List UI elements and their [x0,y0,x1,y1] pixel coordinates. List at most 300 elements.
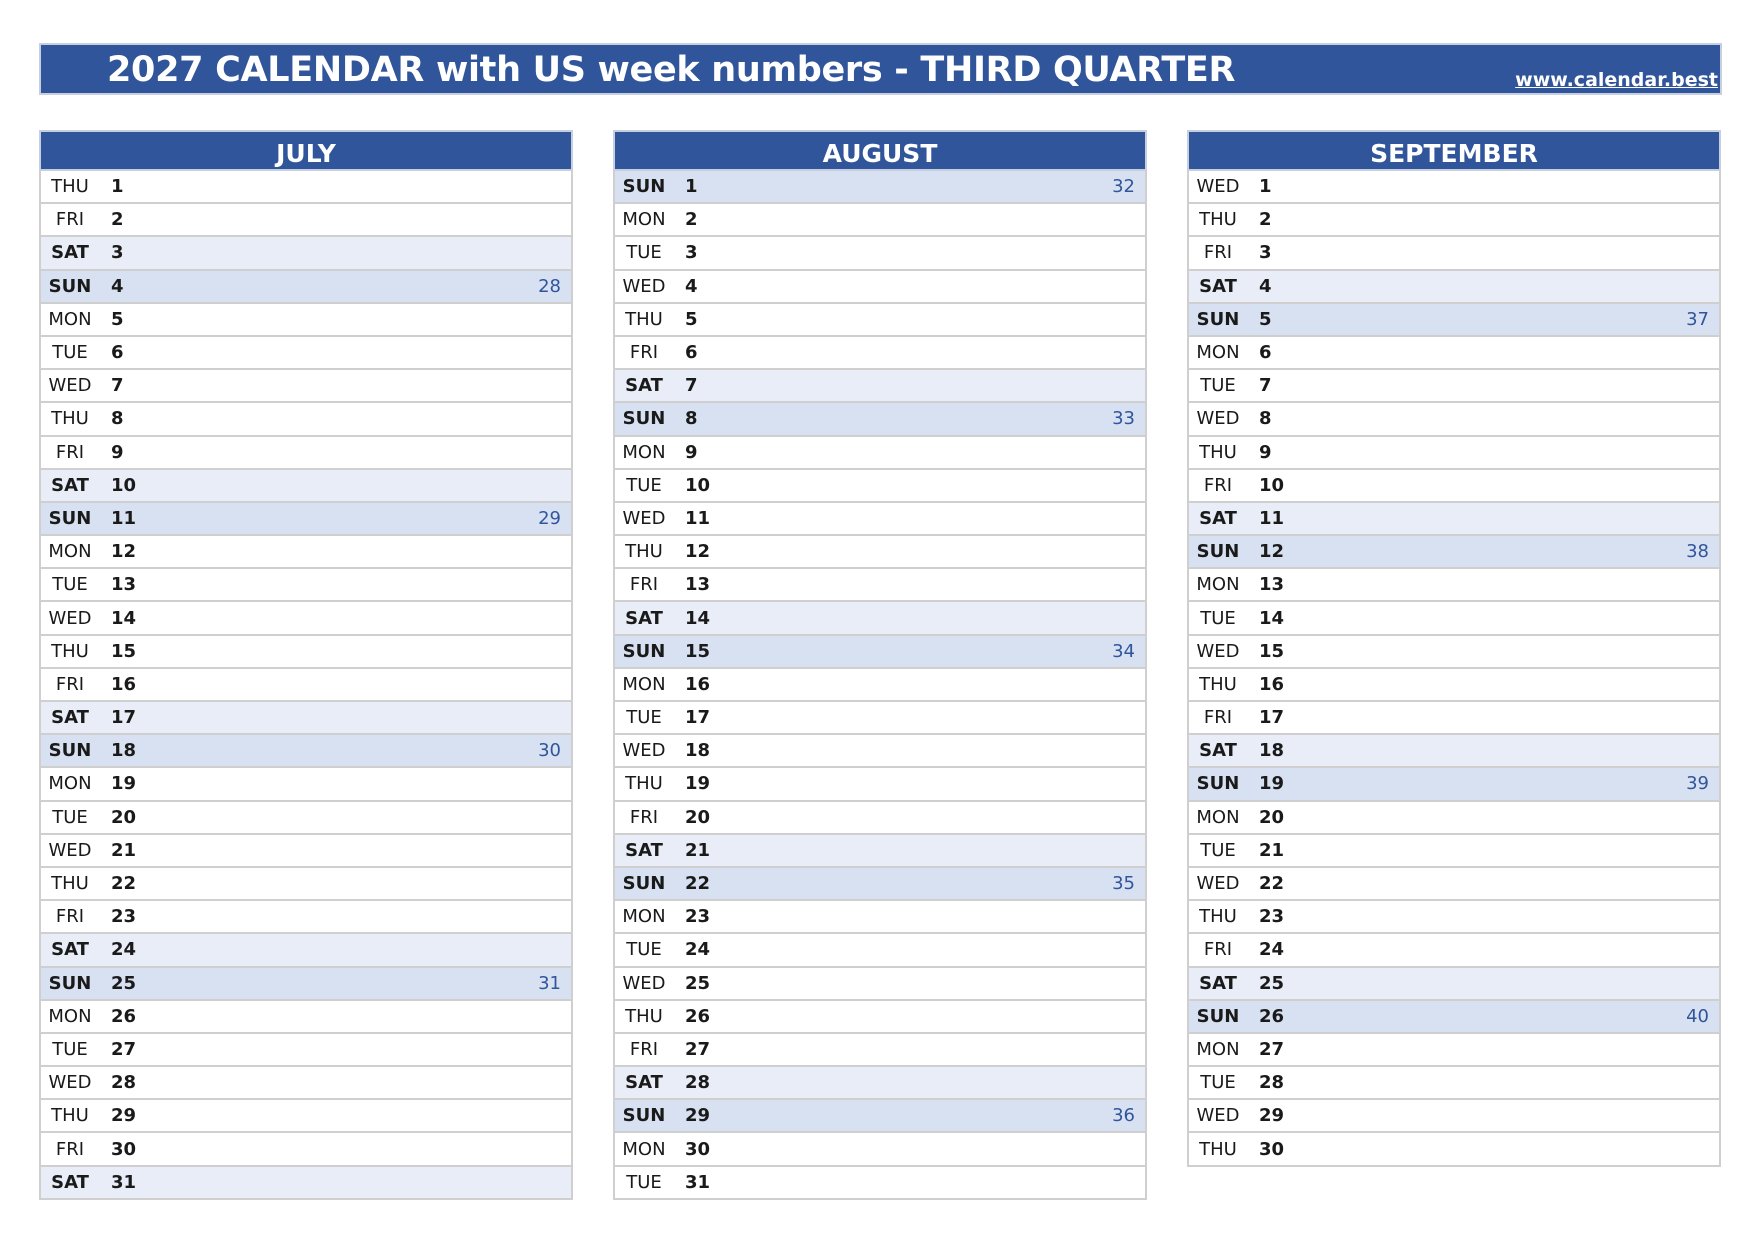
day-row [1189,1100,1719,1133]
day-number: 6 [1259,342,1272,364]
weekday-label: MON [48,773,92,795]
weekday-label: WED [48,839,92,861]
day-number: 27 [111,1038,137,1060]
day-number: 15 [1259,640,1285,662]
day-row [41,669,571,702]
weekday-label: MON [622,906,666,928]
weekday-label: FRI [629,1038,659,1060]
day-number: 31 [111,1171,137,1193]
month-august [613,130,1147,1200]
day-row [615,1001,1145,1034]
day-number: 28 [685,1072,711,1094]
day-row [41,1067,571,1100]
day-row [1189,802,1719,835]
day-row [1189,768,1719,801]
week-number: 34 [1112,640,1135,662]
day-number: 10 [685,474,711,496]
day-row [615,403,1145,436]
day-number: 1 [685,176,698,198]
weekday-label: TUE [1200,607,1236,629]
day-number: 29 [1259,1105,1285,1127]
day-number: 13 [111,574,137,596]
day-row [1189,702,1719,735]
weekday-label: WED [1196,873,1240,895]
weekday-label: THU [1199,906,1237,928]
weekday-label: SAT [51,939,89,961]
weekday-label: SAT [51,707,89,729]
day-number: 21 [111,839,137,861]
day-number: 11 [111,507,137,529]
day-number: 26 [685,1005,711,1027]
day-number: 19 [111,773,137,795]
weekday-label: SAT [51,1171,89,1193]
weekday-label: MON [622,441,666,463]
day-number: 6 [111,342,124,364]
day-row [615,901,1145,934]
weekday-label: MON [1196,342,1240,364]
day-number: 30 [685,1138,711,1160]
day-row [41,171,571,204]
day-number: 17 [111,707,137,729]
day-number: 30 [1259,1138,1285,1160]
day-number: 28 [111,1072,137,1094]
day-number: 24 [1259,939,1285,961]
weekday-label: MON [1196,574,1240,596]
weekday-label: THU [625,773,663,795]
day-number: 3 [111,242,124,264]
day-number: 5 [685,308,698,330]
day-row [1189,470,1719,503]
week-number: 39 [1686,773,1709,795]
day-row [615,437,1145,470]
weekday-label: SUN [1196,1005,1240,1027]
day-row [615,968,1145,1001]
weekday-label: THU [1199,1138,1237,1160]
day-row [615,1067,1145,1100]
week-number: 38 [1686,541,1709,563]
page-title: 2027 CALENDAR with US week numbers - THIRD QUARTER [107,50,1236,90]
day-row [41,370,571,403]
weekday-label: SUN [1196,773,1240,795]
day-row [615,171,1145,204]
weekday-label: SUN [622,1105,666,1127]
weekday-label: WED [1196,1105,1240,1127]
week-number: 32 [1112,176,1135,198]
day-row [41,602,571,635]
day-number: 14 [1259,607,1285,629]
weekday-label: SAT [1199,740,1237,762]
weekday-label: FRI [55,209,85,231]
weekday-label: TUE [52,1038,88,1060]
day-number: 21 [685,839,711,861]
day-row [1189,437,1719,470]
day-row [615,702,1145,735]
day-row [41,437,571,470]
day-number: 22 [111,873,137,895]
weekday-label: TUE [1200,1072,1236,1094]
day-row [615,536,1145,569]
weekday-label: SAT [625,839,663,861]
day-row [1189,271,1719,304]
day-row [41,835,571,868]
day-number: 10 [111,474,137,496]
day-row [41,403,571,436]
day-number: 12 [111,541,137,563]
weekday-label: WED [622,972,666,994]
day-number: 7 [685,375,698,397]
day-row [1189,171,1719,204]
day-number: 28 [1259,1072,1285,1094]
day-row [615,802,1145,835]
weekday-label: WED [48,375,92,397]
day-number: 27 [685,1038,711,1060]
weekday-label: FRI [55,673,85,695]
weekday-label: MON [48,1005,92,1027]
day-row [1189,968,1719,1001]
month-header: AUGUST [613,130,1147,171]
weekday-label: WED [622,275,666,297]
weekday-label: THU [51,640,89,662]
day-row [41,1167,571,1200]
day-number: 6 [685,342,698,364]
day-row [41,536,571,569]
day-number: 24 [685,939,711,961]
day-number: 13 [685,574,711,596]
day-row [41,470,571,503]
day-row [1189,901,1719,934]
weekday-label: SUN [622,873,666,895]
day-number: 30 [111,1138,137,1160]
weekday-label: TUE [52,806,88,828]
weekday-label: SAT [625,1072,663,1094]
day-number: 31 [685,1171,711,1193]
day-number: 18 [685,740,711,762]
weekday-label: FRI [629,342,659,364]
weekday-label: THU [51,1105,89,1127]
day-row [615,1133,1145,1166]
day-number: 17 [1259,707,1285,729]
day-number: 12 [685,541,711,563]
weekday-label: SUN [48,972,92,994]
day-number: 19 [1259,773,1285,795]
day-number: 13 [1259,574,1285,596]
weekday-label: MON [48,308,92,330]
weekday-label: THU [625,541,663,563]
day-number: 16 [111,673,137,695]
weekday-label: MON [622,209,666,231]
day-row [1189,237,1719,270]
day-row [1189,204,1719,237]
weekday-label: SUN [622,640,666,662]
day-number: 23 [1259,906,1285,928]
weekday-label: MON [48,541,92,563]
weekday-label: SUN [1196,308,1240,330]
day-number: 4 [111,275,124,297]
day-number: 22 [685,873,711,895]
weekday-label: TUE [52,574,88,596]
day-number: 23 [685,906,711,928]
weekday-label: WED [1196,408,1240,430]
day-number: 24 [111,939,137,961]
weekday-label: WED [622,507,666,529]
weekday-label: MON [622,1138,666,1160]
day-number: 14 [685,607,711,629]
day-number: 5 [111,308,124,330]
weekday-label: SAT [1199,507,1237,529]
week-number: 31 [538,972,561,994]
day-number: 11 [1259,507,1285,529]
day-row [41,735,571,768]
week-number: 28 [538,275,561,297]
day-row [615,768,1145,801]
day-row [615,1034,1145,1067]
weekday-label: THU [51,408,89,430]
day-number: 8 [685,408,698,430]
month-header: SEPTEMBER [1187,130,1721,171]
day-number: 18 [111,740,137,762]
weekday-label: WED [48,1072,92,1094]
day-number: 18 [1259,740,1285,762]
day-row [615,868,1145,901]
day-row [1189,536,1719,569]
day-number: 14 [111,607,137,629]
day-list [613,171,1147,1200]
day-list [1187,171,1721,1167]
day-row [41,1001,571,1034]
weekday-label: TUE [626,939,662,961]
day-row [615,669,1145,702]
weekday-label: FRI [629,806,659,828]
day-number: 1 [1259,176,1272,198]
day-row [615,271,1145,304]
weekday-label: THU [625,1005,663,1027]
weekday-label: MON [1196,1038,1240,1060]
day-number: 11 [685,507,711,529]
day-row [41,901,571,934]
day-number: 19 [685,773,711,795]
day-number: 3 [685,242,698,264]
weekday-label: TUE [52,342,88,364]
day-row [1189,669,1719,702]
day-row [615,204,1145,237]
day-number: 26 [1259,1005,1285,1027]
weekday-label: THU [51,176,89,198]
day-row [615,835,1145,868]
weekday-label: FRI [1203,707,1233,729]
weekday-label: FRI [55,906,85,928]
day-number: 20 [111,806,137,828]
weekday-label: SUN [48,507,92,529]
weekday-label: TUE [1200,839,1236,861]
weekday-label: WED [48,607,92,629]
day-number: 9 [685,441,698,463]
day-row [1189,934,1719,967]
day-row [1189,569,1719,602]
day-row [615,934,1145,967]
day-row [615,569,1145,602]
day-row [615,237,1145,270]
week-number: 33 [1112,408,1135,430]
day-number: 2 [111,209,124,231]
day-number: 4 [1259,275,1272,297]
day-number: 2 [685,209,698,231]
day-row [615,602,1145,635]
day-row [615,503,1145,536]
weekday-label: SUN [48,740,92,762]
day-row [41,702,571,735]
weekday-label: MON [1196,806,1240,828]
day-number: 22 [1259,873,1285,895]
weekday-label: TUE [626,242,662,264]
weekday-label: THU [1199,441,1237,463]
week-number: 29 [538,507,561,529]
day-number: 29 [685,1105,711,1127]
weekday-label: SUN [1196,541,1240,563]
day-number: 20 [685,806,711,828]
day-row [1189,1001,1719,1034]
day-number: 26 [111,1005,137,1027]
day-number: 25 [111,972,137,994]
weekday-label: THU [1199,673,1237,695]
day-number: 12 [1259,541,1285,563]
weekday-label: SAT [1199,972,1237,994]
weekday-label: TUE [626,474,662,496]
day-row [1189,304,1719,337]
day-row [1189,1067,1719,1100]
day-number: 8 [1259,408,1272,430]
day-row [1189,636,1719,669]
weekday-label: THU [625,308,663,330]
day-row [615,735,1145,768]
day-number: 29 [111,1105,137,1127]
weekday-label: SAT [625,375,663,397]
day-row [615,1100,1145,1133]
weekday-label: SAT [51,474,89,496]
weekday-label: TUE [1200,375,1236,397]
day-row [41,1100,571,1133]
day-row [1189,503,1719,536]
weekday-label: SUN [622,176,666,198]
day-row [615,636,1145,669]
day-number: 20 [1259,806,1285,828]
weekday-label: TUE [626,707,662,729]
day-row [41,304,571,337]
day-number: 7 [1259,375,1272,397]
weekday-label: THU [1199,209,1237,231]
day-row [615,370,1145,403]
day-number: 5 [1259,308,1272,330]
day-row [41,934,571,967]
day-number: 7 [111,375,124,397]
day-number: 17 [685,707,711,729]
day-list [39,171,573,1200]
day-number: 16 [1259,673,1285,695]
day-number: 21 [1259,839,1285,861]
day-row [41,237,571,270]
day-number: 9 [111,441,124,463]
weekday-label: WED [1196,176,1240,198]
day-number: 25 [685,972,711,994]
weekday-label: THU [51,873,89,895]
day-number: 8 [111,408,124,430]
month-july [39,130,573,1200]
day-row [1189,835,1719,868]
day-row [615,1167,1145,1200]
day-row [615,337,1145,370]
day-row [41,337,571,370]
weekday-label: FRI [55,441,85,463]
day-row [41,503,571,536]
day-row [41,204,571,237]
week-number: 30 [538,740,561,762]
week-number: 37 [1686,308,1709,330]
day-row [41,271,571,304]
day-number: 15 [111,640,137,662]
day-number: 16 [685,673,711,695]
day-row [1189,868,1719,901]
day-row [1189,602,1719,635]
day-row [1189,1034,1719,1067]
day-row [41,868,571,901]
day-row [41,1133,571,1166]
day-number: 15 [685,640,711,662]
day-number: 9 [1259,441,1272,463]
day-row [41,569,571,602]
day-row [615,304,1145,337]
weekday-label: MON [622,673,666,695]
weekday-label: SUN [48,275,92,297]
weekday-label: FRI [1203,242,1233,264]
day-number: 27 [1259,1038,1285,1060]
day-row [1189,370,1719,403]
weekday-label: SAT [51,242,89,264]
week-number: 35 [1112,873,1135,895]
day-number: 2 [1259,209,1272,231]
day-row [1189,337,1719,370]
month-september [1187,130,1721,1167]
day-number: 1 [111,176,124,198]
weekday-label: TUE [626,1171,662,1193]
day-number: 23 [111,906,137,928]
day-row [41,768,571,801]
day-row [41,802,571,835]
day-number: 4 [685,275,698,297]
week-number: 36 [1112,1105,1135,1127]
day-row [615,470,1145,503]
day-number: 10 [1259,474,1285,496]
day-row [41,636,571,669]
day-number: 3 [1259,242,1272,264]
weekday-label: FRI [629,574,659,596]
day-row [1189,403,1719,436]
title-bar [39,43,1722,95]
day-number: 25 [1259,972,1285,994]
weekday-label: FRI [1203,474,1233,496]
month-header: JULY [39,130,573,171]
day-row [1189,1133,1719,1166]
site-link[interactable]: www.calendar.best [1515,69,1718,91]
weekday-label: SUN [622,408,666,430]
week-number: 40 [1686,1005,1709,1027]
weekday-label: WED [1196,640,1240,662]
weekday-label: SAT [1199,275,1237,297]
weekday-label: FRI [1203,939,1233,961]
day-row [1189,735,1719,768]
weekday-label: SAT [625,607,663,629]
day-row [41,1034,571,1067]
weekday-label: WED [622,740,666,762]
weekday-label: FRI [55,1138,85,1160]
